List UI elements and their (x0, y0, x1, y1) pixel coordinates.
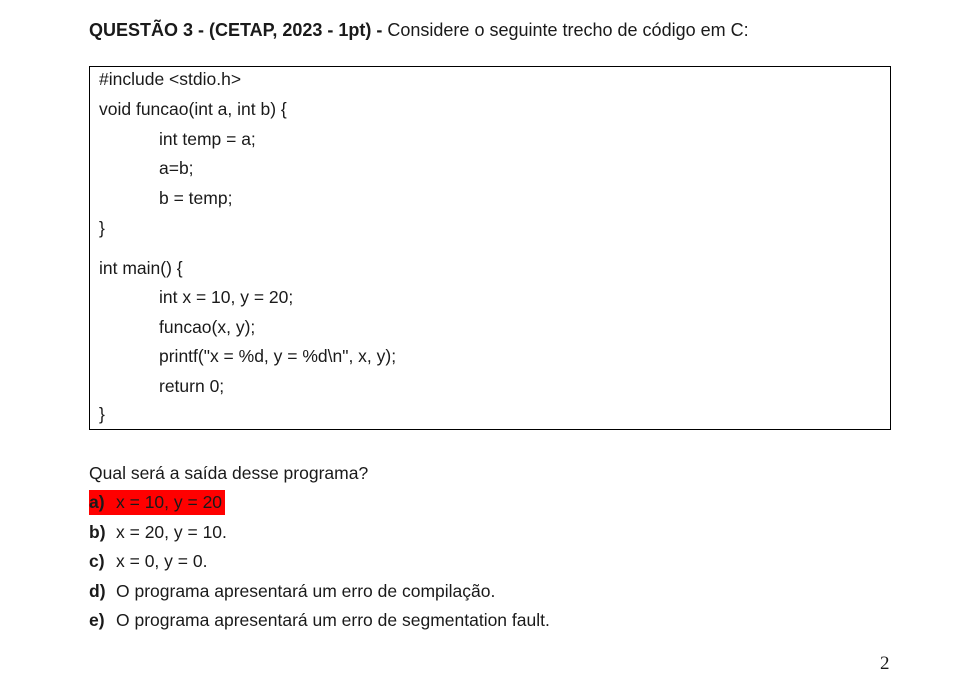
question-prompt: Qual será a saída desse programa? (89, 463, 369, 483)
option-letter: e) (89, 610, 105, 630)
code-line: int x = 10, y = 20; (159, 287, 294, 307)
code-line: void funcao(int a, int b) { (99, 99, 287, 119)
option-text: O programa apresentará um erro de compilação. (116, 581, 496, 601)
option-e[interactable] (89, 608, 550, 633)
code-line: } (99, 218, 105, 238)
question-statement: Considere o seguinte trecho de código em C: (382, 20, 749, 40)
option-text: x = 10, y = 20 (116, 492, 223, 512)
option-letter: a) (89, 492, 105, 512)
code-line: int temp = a; (159, 129, 256, 149)
code-line: printf("x = %d, y = %d\n", x, y); (159, 346, 397, 366)
page-number: 2 (880, 653, 890, 674)
code-line: funcao(x, y); (159, 317, 256, 337)
code-line: } (99, 404, 105, 424)
code-line: b = temp; (159, 188, 233, 208)
code-line: #include <stdio.h> (99, 69, 242, 89)
option-text: O programa apresentará um erro de segmentation fault. (116, 610, 550, 630)
code-snippet-box (89, 66, 891, 430)
option-letter: d) (89, 581, 106, 601)
option-a[interactable] (89, 490, 225, 515)
code-line: return 0; (159, 376, 225, 396)
option-letter: b) (89, 522, 106, 542)
question-label: QUESTÃO 3 - (CETAP, 2023 - 1pt) - (89, 20, 383, 40)
option-text: x = 20, y = 10. (116, 522, 227, 542)
code-line: int main() { (99, 258, 183, 278)
option-c[interactable] (89, 549, 207, 574)
option-text: x = 0, y = 0. (116, 551, 208, 571)
question-header (89, 18, 749, 42)
option-b[interactable] (89, 520, 227, 545)
option-d[interactable] (89, 579, 495, 604)
code-line: a=b; (159, 158, 194, 178)
option-letter: c) (89, 551, 105, 571)
